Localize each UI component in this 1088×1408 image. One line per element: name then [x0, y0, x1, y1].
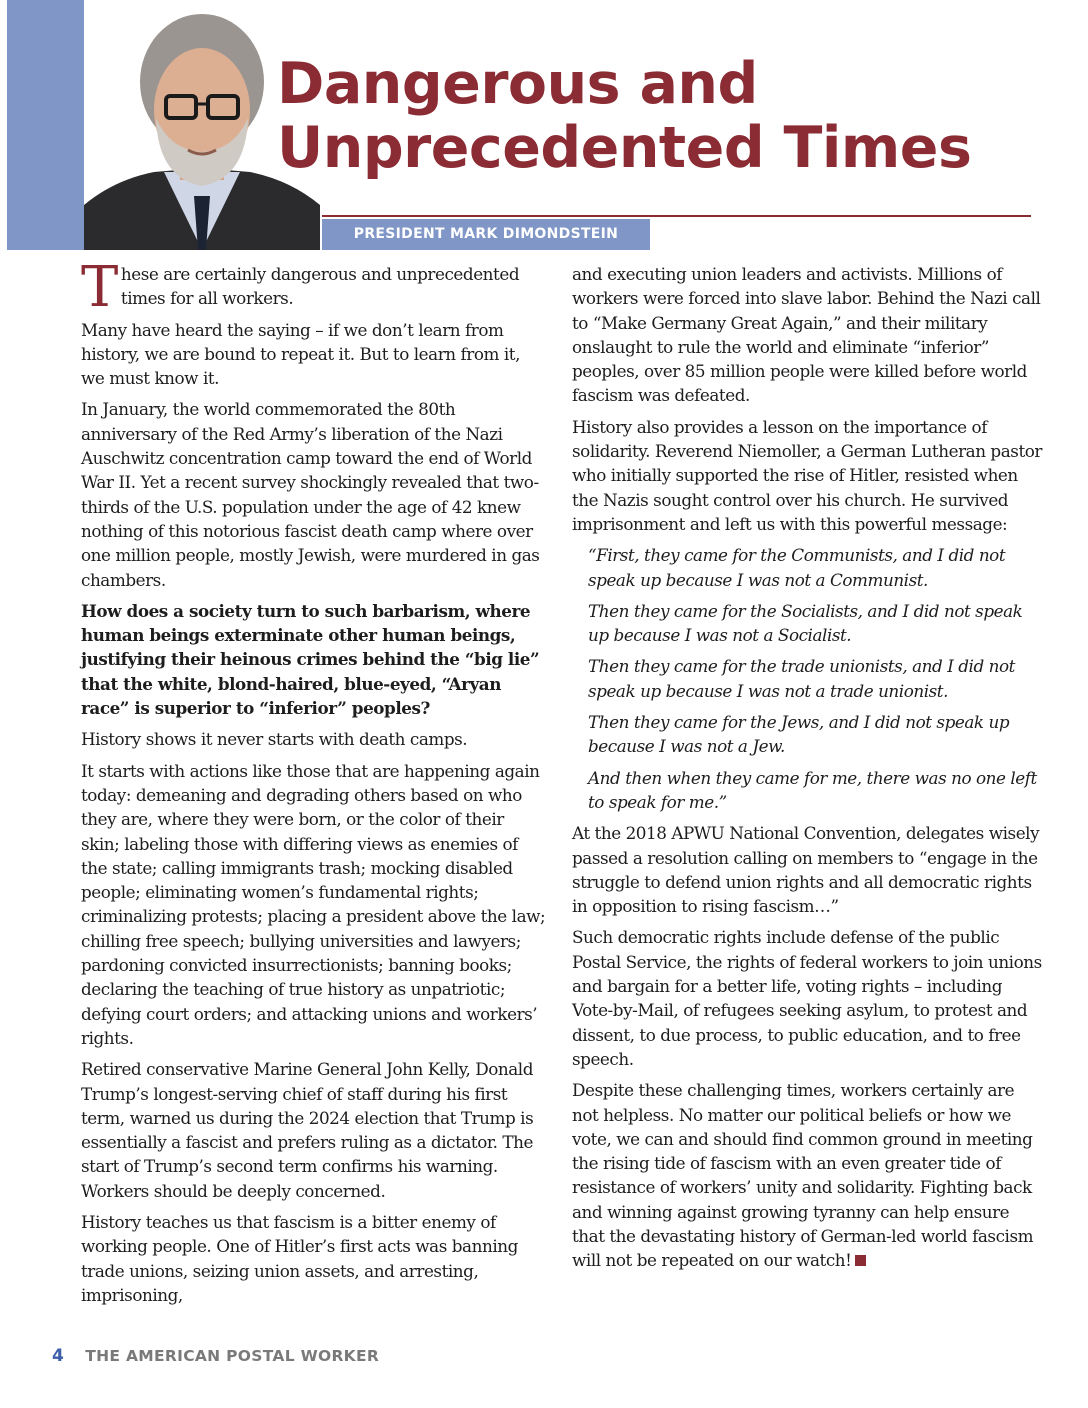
header-accent-bar [7, 0, 84, 250]
paragraph: History shows it never starts with death camps. [81, 729, 468, 750]
page-number: 4 [52, 1346, 64, 1366]
quote-line: Then they came for the trade unionists, and I did not speak up because I was not a trade unionist. [588, 656, 1015, 701]
title-line-1: Dangerous and [277, 51, 758, 117]
title-rule [322, 215, 1031, 217]
article-column-right [572, 262, 1042, 1280]
paragraph: and executing union leaders and activists. Millions of workers were forced into slave labor. Behind the Nazi call to “Make Germany Great Again,” and their military onslaught to rule the world and eliminate “inferior” peoples, over 85 million people were killed before world fascism was defeated. [572, 264, 1041, 406]
quote-line: And then when they came for me, there was no one left to speak for me.” [588, 767, 1037, 812]
end-mark-icon [855, 1255, 866, 1266]
intro-text: hese are certainly dangerous and unprecedented times for all workers. [120, 264, 520, 309]
paragraph: At the 2018 APWU National Convention, delegates wisely passed a resolution calling on members to “engage in the struggle to defend union rights and all democratic rights in opposition to rising fascism…” [572, 823, 1040, 917]
paragraph: History also provides a lesson on the importance of solidarity. Reverend Niemoller, a German Lutheran pastor who initially supported the rise of Hitler, resisted when the Nazis sought control over his church. He survived imprisonment and left us with this powerful message: [572, 416, 1042, 534]
article-column-left [81, 255, 546, 1314]
publication-name: THE AMERICAN POSTAL WORKER [85, 1347, 380, 1365]
quote-line: Then they came for the Socialists, and I did not speak up because I was not a Socialist. [588, 600, 1023, 646]
paragraph: Retired conservative Marine General John Kelly, Donald Trump’s longest-serving chief of staff during his first term, warned us during the 2024 election that Trump is essentially a fascist and prefers ruling as a dictator. The start of Trump’s second term confirms his warning. Workers should be deeply concerned. [81, 1059, 534, 1201]
paragraph: It starts with actions like those that are happening again today: demeaning and degrading others based on who they are, where they were born, or the color of their skin; labeling those with differing views as enemies of the state; calling immigrants trash; mocking disabled people; eliminating women’s fundamental rights; criminalizing protests; placing a president above the law; chilling free speech; bullying universities and lawyers; pardoning convicted insurrectionists; banning books; declaring the teaching of true history as unpatriotic; defying court orders; and attacking unions and workers’ rights. [81, 760, 546, 1048]
quote-line: Then they came for the Jews, and I did not speak up because I was not a Jew. [588, 712, 1010, 757]
closing-text: Despite these challenging times, workers certainly are not helpless. No matter our political beliefs or how we vote, we can and should find common ground in meeting the rising tide of fascism with an even greater tide of resistance of workers’ unity and solidarity. Fighting back and winning against growing tyranny can help ensure that the devastating history of German-led world fascism will not be repeated on our watch! [572, 1080, 1034, 1271]
drop-cap: T [81, 255, 118, 320]
paragraph: Such democratic rights include defense of the public Postal Service, the rights of federal workers to join unions and bargain for a better life, voting rights – including Vote-by-Mail, of refugees seeking asylum, to protest and dissent, to due process, to public education, and to free speech. [572, 927, 1042, 1069]
page-footer [52, 1346, 379, 1366]
page-title [277, 52, 971, 180]
author-byline: PRESIDENT MARK DIMONDSTEIN [322, 219, 650, 250]
article-intro [81, 255, 546, 320]
quote-line: “First, they came for the Communists, and I did not speak up because I was not a Communist. [588, 545, 1006, 590]
paragraph: History teaches us that fascism is a bitter enemy of working people. One of Hitler’s first acts was banning trade unions, seizing union assets, and arresting, imprisoning, [81, 1211, 518, 1305]
title-line-2: Unprecedented Times [277, 115, 972, 181]
pull-question: How does a society turn to such barbarism, where human beings exterminate other human beings, justifying their heinous crimes behind the “big lie” that the white, blond-haired, blue-eyed, “Aryan race” is superior to “inferior” peoples? [81, 600, 540, 719]
closing-paragraph [572, 1078, 1042, 1272]
paragraph: In January, the world commemorated the 80th anniversary of the Red Army’s liberation of the Nazi Auschwitz concentration camp toward the end of World War II. Yet a recent survey shockingly revealed that two-thirds of the U.S. population under the age of 42 knew nothing of this notorious fascist death camp where over one million people, mostly Jewish, were murdered in gas chambers. [81, 399, 540, 590]
paragraph: Many have heard the saying – if we don’t learn from history, we are bound to repeat it. But to learn from it, we must know it. [81, 319, 520, 389]
